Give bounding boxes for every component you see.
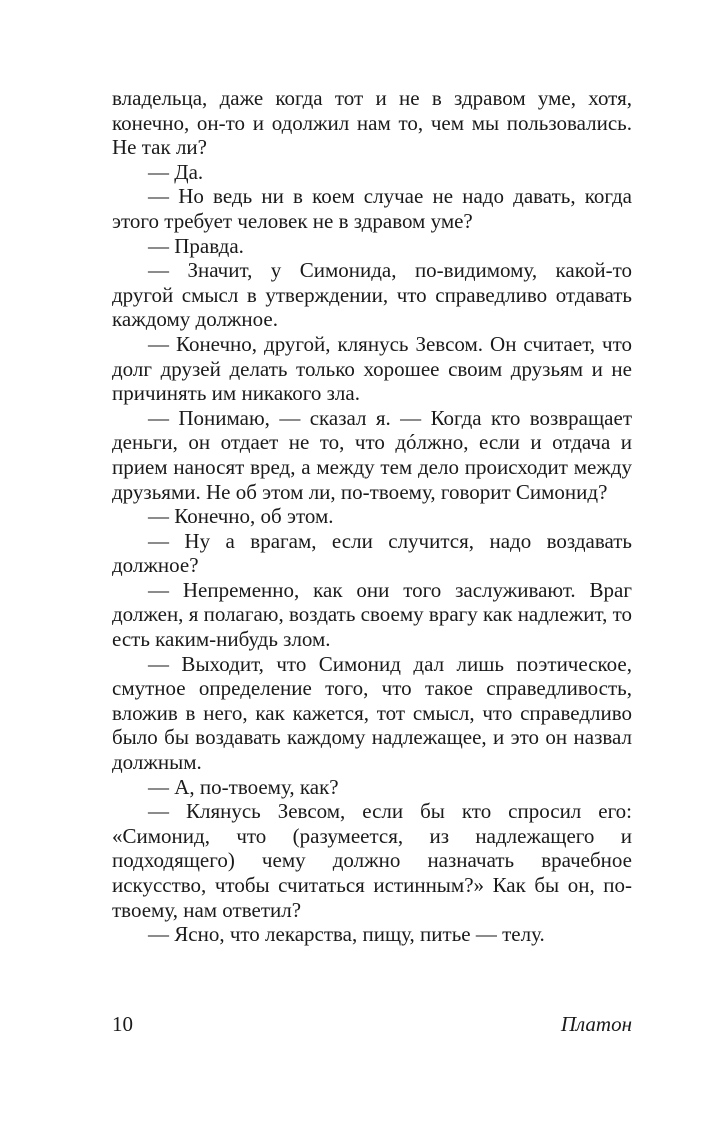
page-body-text xyxy=(112,86,632,947)
paragraph: — Ну а врагам, если случится, надо воздавать должное? xyxy=(112,528,632,578)
page-number: 10 xyxy=(112,1012,133,1036)
paragraph: — Ясно, что лекарства, пищу, питье — телу. xyxy=(148,922,545,947)
paragraph: — Непременно, как они того заслуживают. Враг должен, я полагаю, воздать своему врагу как надлежит, то есть каким-нибудь злом. xyxy=(112,577,632,652)
paragraph: — Выходит, что Симонид дал лишь поэтическое, смутное определение того, что такое справедливость, вложив в него, как кажется, тот смысл, что справедливо было бы воздавать каждому надлежащее, и это он назвал должным. xyxy=(112,651,632,775)
paragraph: — Но ведь ни в коем случае не надо давать, когда этого требует человек не в здравом уме? xyxy=(112,184,632,233)
running-author: Платон xyxy=(560,1012,632,1036)
paragraph: — Да. xyxy=(148,159,204,184)
paragraph: — Клянусь Зевсом, если бы кто спросил его: «Симонид, что (разумеется, из надлежащего и подходящего) чему должно назначать врачебное искусство, чтобы считаться истинным?» Как бы он, по-твоему, нам ответил? xyxy=(112,799,632,922)
paragraph: — А, по-твоему, как? xyxy=(148,774,339,799)
paragraph: — Конечно, другой, клянусь Зевсом. Он считает, что долг друзей делать только хорошее своим друзьям и не причинять им никакого зла. xyxy=(112,331,632,406)
paragraph: — Понимаю, — сказал я. — Когда кто возвращает деньги, он отдает не то, что дóлжно, если и отдача и прием наносят вред, а между тем дело происходит между друзьями. Не об этом ли, по-твоему, говорит Симонид? xyxy=(112,405,632,504)
paragraph: — Значит, у Симонида, по-видимому, какой-то другой смысл в утверждении, что справедливо отдавать каждому должное. xyxy=(112,258,632,332)
paragraph: — Конечно, об этом. xyxy=(148,504,334,529)
paragraph: владельца, даже когда тот и не в здравом уме, хотя, конечно, он-то и одолжил нам то, чем мы пользовались. Не так ли? xyxy=(112,86,632,160)
paragraph: — Правда. xyxy=(148,233,244,258)
